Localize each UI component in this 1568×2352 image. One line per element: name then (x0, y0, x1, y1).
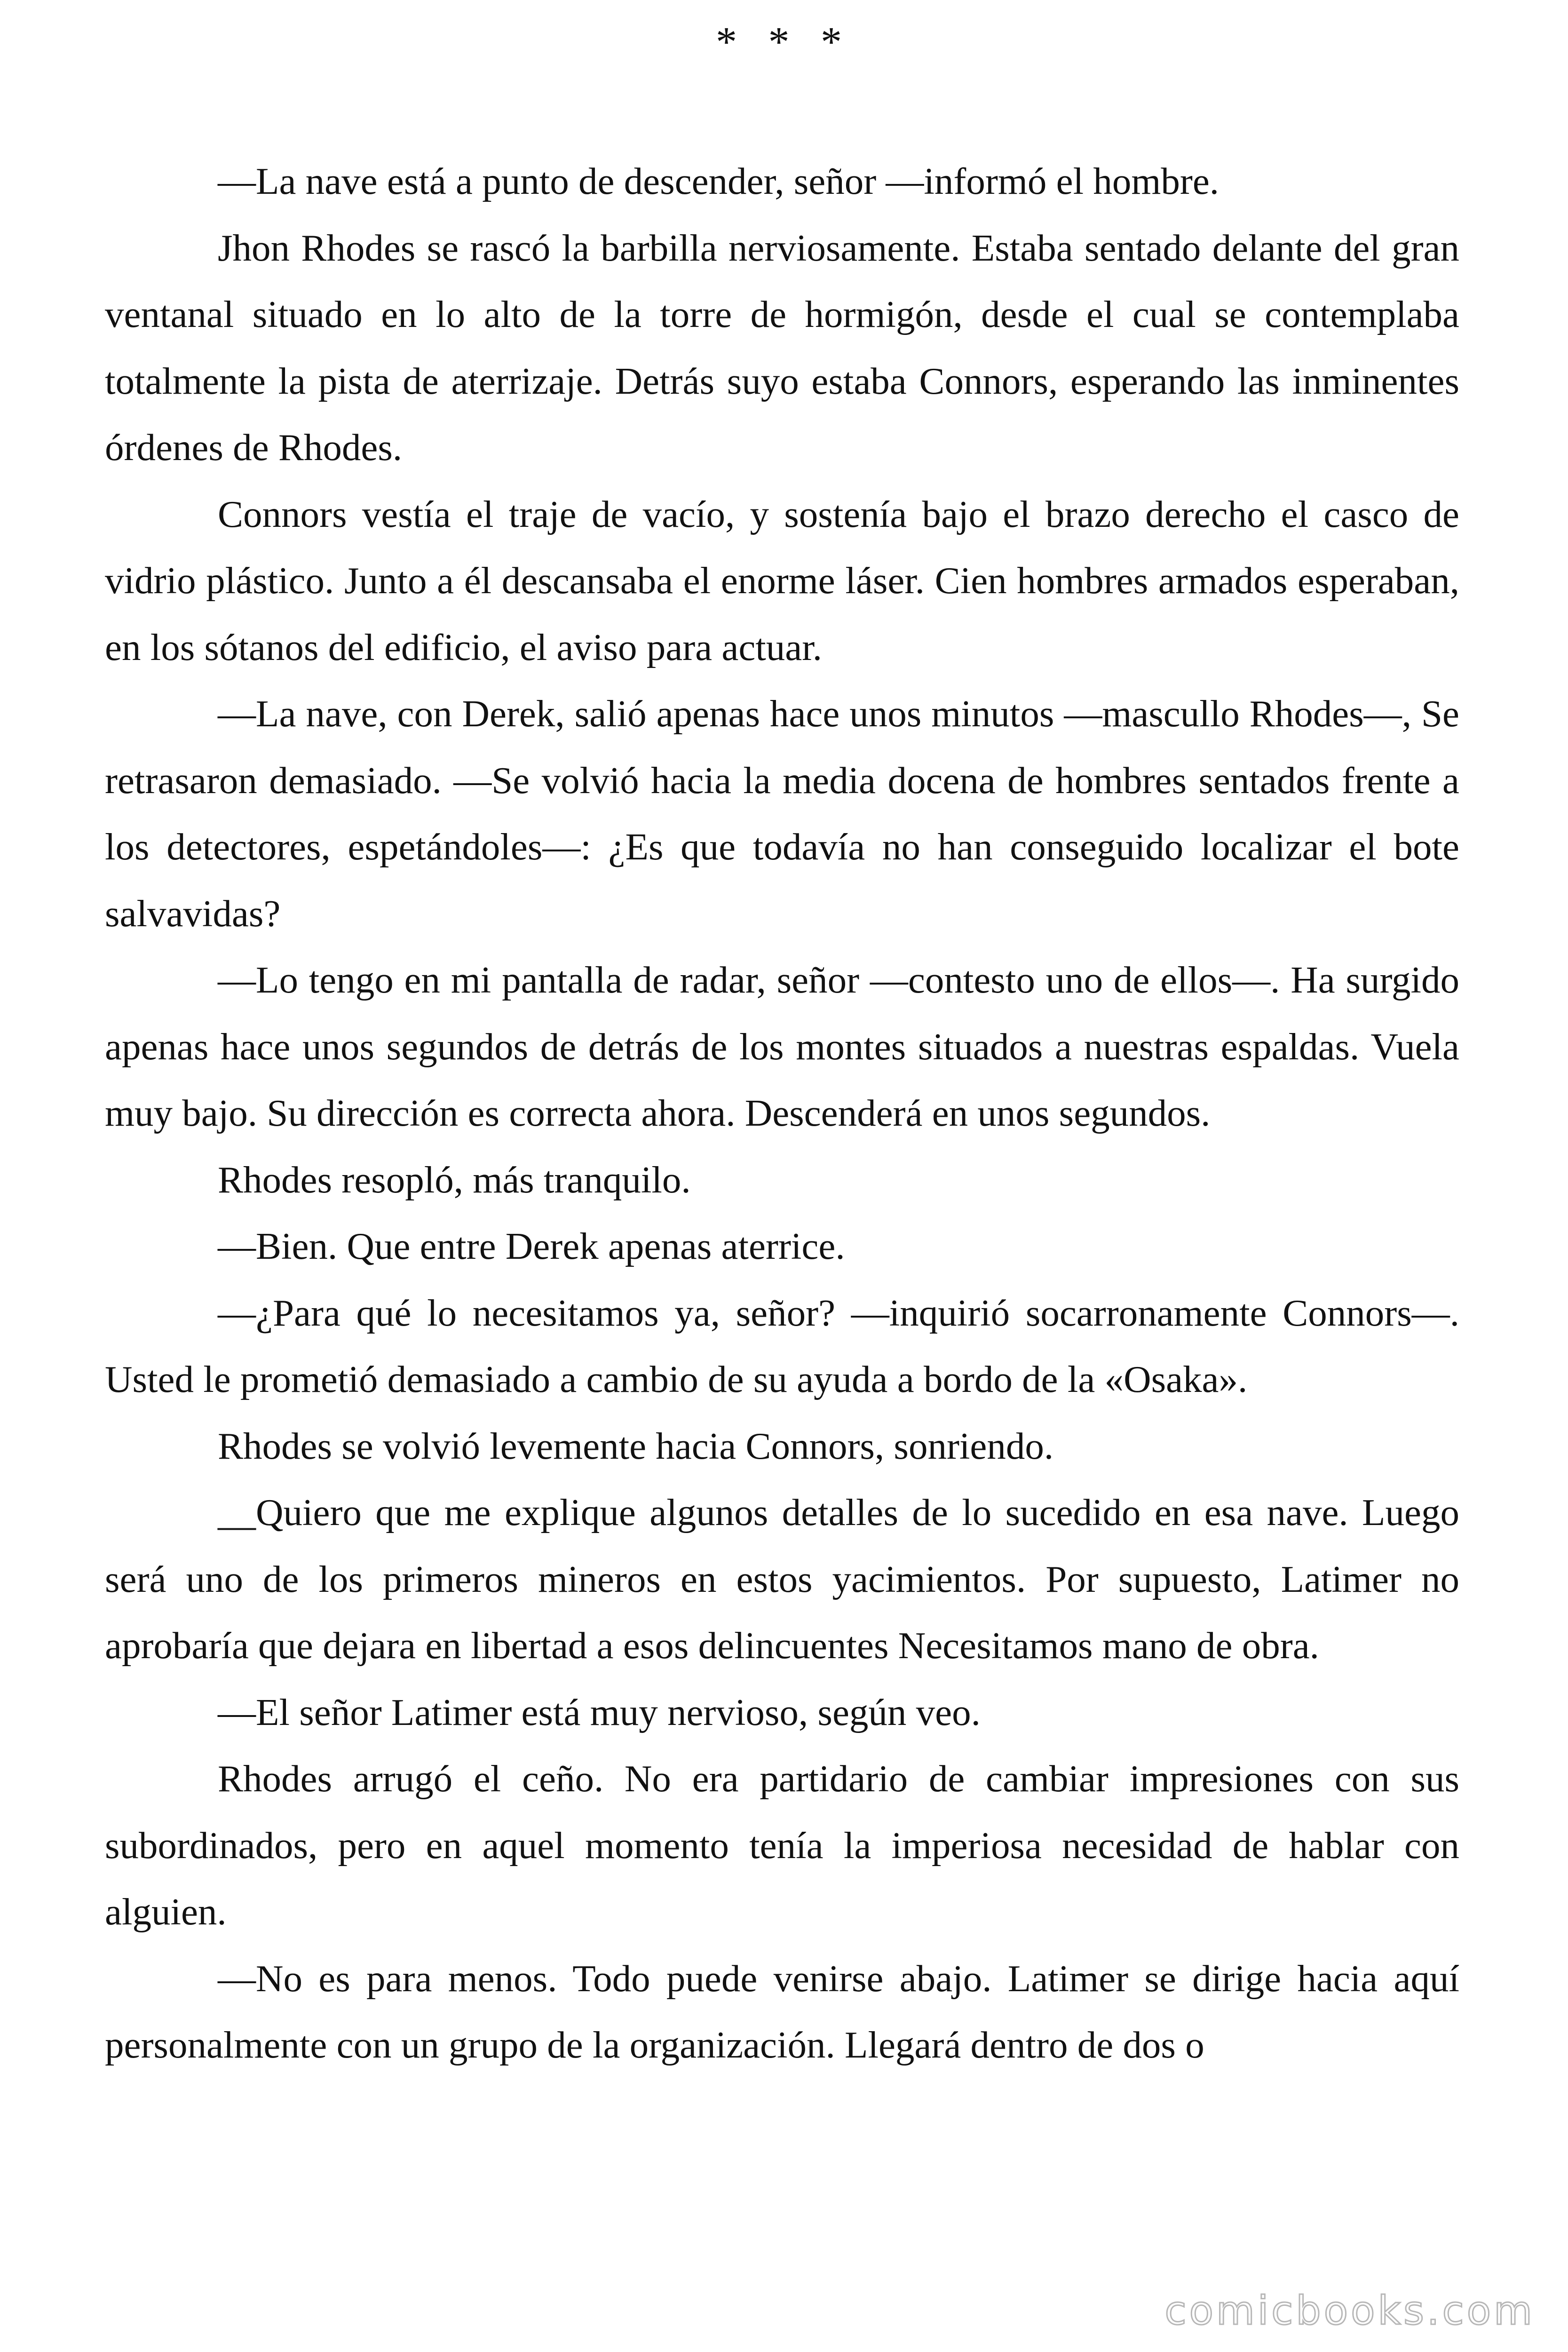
paragraph: Rhodes arrugó el ceño. No era partidario de cambiar impresiones con sus subordinados, pero en aquel momento tenía la imperiosa necesidad de hablar con alguien. (105, 1757, 1459, 1933)
section-separator: * * * (716, 19, 852, 65)
paragraph: Rhodes resopló, más tranquilo. (218, 1158, 691, 1201)
paragraph: Rhodes se volvió levemente hacia Connors, sonriendo. (218, 1424, 1054, 1467)
paragraph: Jhon Rhodes se rascó la barbilla nerviosamente. Estaba sentado delante del gran ventanal situado en lo alto de la torre de hormigón, desde el cual se contemplaba totalmente la pista de aterrizaje. Detrás suyo estaba Connors, esperando las inminentes órdenes de Rhodes. (105, 226, 1459, 469)
paragraph: —Bien. Que entre Derek apenas aterrice. (218, 1225, 845, 1267)
body-text (105, 148, 1459, 2079)
paragraph: —No es para menos. Todo puede venirse abajo. Latimer se dirige hacia aquí personalmente con un grupo de la organización. Llegará dentro de dos o (105, 1957, 1459, 2066)
paragraph: —El señor Latimer está muy nervioso, según veo. (218, 1691, 981, 1733)
paragraph: —La nave está a punto de descender, señor —informó el hombre. (218, 160, 1220, 202)
paragraph: __Quiero que me explique algunos detalles de lo sucedido en esa nave. Luego será uno de los primeros mineros en estos yacimientos. Por supuesto, Latimer no aprobaría que dejara en libertad a esos delincuentes Necesitamos mano de obra. (105, 1491, 1459, 1667)
paragraph: —La nave, con Derek, salió apenas hace unos minutos —mascullo Rhodes—, Se retrasaron demasiado. —Se volvió hacia la media docena de hombres sentados frente a los detectores, espetándoles—: ¿Es que todavía no han conseguido localizar el bote salvavidas? (105, 692, 1459, 935)
watermark: comicbooks.com (1164, 2288, 1535, 2334)
paragraph: —¿Para qué lo necesitamos ya, señor? —inquirió socarronamente Connors—. Usted le prometió demasiado a cambio de su ayuda a bordo de la «Osaka». (105, 1291, 1459, 1400)
paragraph: —Lo tengo en mi pantalla de radar, señor —contesto uno de ellos—. Ha surgido apenas hace unos segundos de detrás de los montes situados a nuestras espaldas. Vuela muy bajo. Su dirección es correcta ahora. Descenderá en unos segundos. (105, 959, 1459, 1134)
paragraph: Connors vestía el traje de vacío, y sostenía bajo el brazo derecho el casco de vidrio plástico. Junto a él descansaba el enorme láser. Cien hombres armados esperaban, en los sótanos del edificio, el aviso para actuar. (105, 493, 1459, 668)
